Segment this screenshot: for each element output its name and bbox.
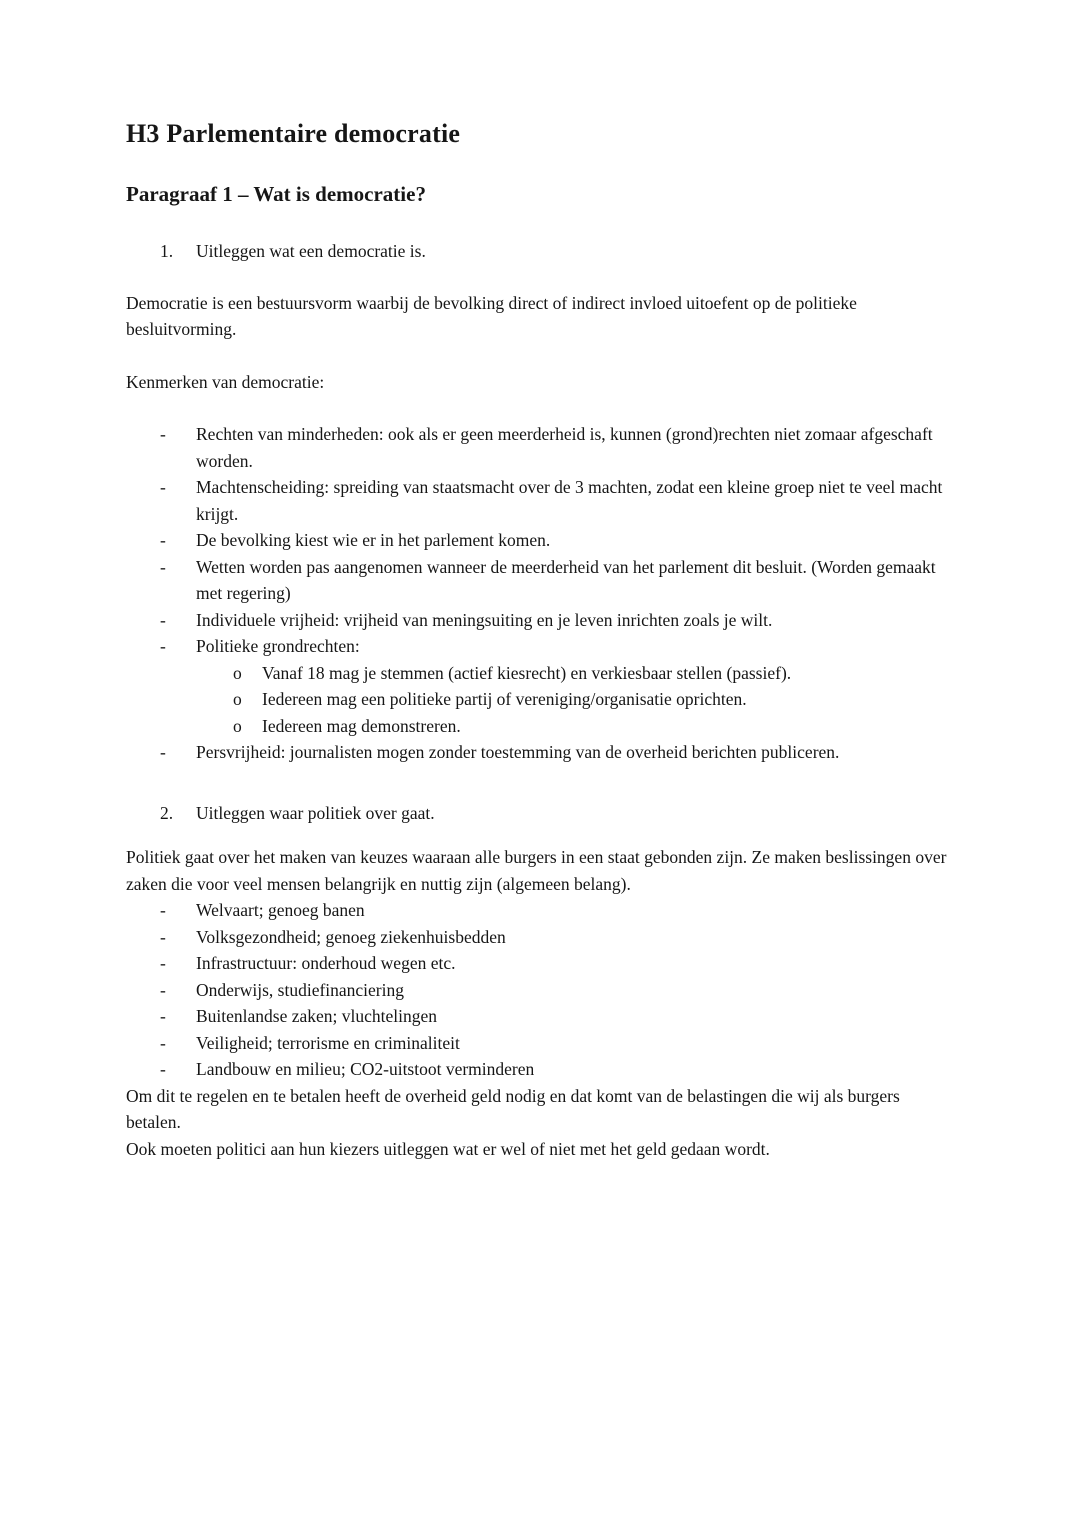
grondrechten-sublist — [126, 660, 956, 740]
list-item — [126, 1030, 956, 1057]
dash-bullet: - — [160, 1059, 166, 1079]
list-item — [126, 633, 956, 660]
circle-bullet: o — [233, 689, 242, 709]
circle-bullet: o — [233, 662, 242, 683]
dash-bullet: - — [160, 609, 166, 630]
list-item — [126, 950, 956, 977]
politiek-onderwerpen-list — [126, 897, 956, 1083]
list-item-text: Landbouw en milieu; CO2-uitstoot verminderen — [196, 1059, 535, 1079]
dash-bullet: - — [160, 900, 166, 920]
sublist-item — [126, 660, 956, 687]
list-item-text: Wetten worden pas aangenomen wanneer de meerderheid van het parlement dit besluit. (Worden gemaakt met regering) — [196, 556, 936, 603]
list-item — [126, 474, 956, 527]
sublist-item-text: Iedereen mag een politieke partij of vereniging/organisatie oprichten. — [262, 689, 747, 709]
list-item — [126, 924, 956, 951]
list-item — [126, 527, 956, 554]
dash-bullet: - — [160, 477, 166, 497]
list-item-text: Veiligheid; terrorisme en criminaliteit — [196, 1032, 460, 1053]
sublist-item — [126, 713, 956, 740]
list-item-text: Rechten van minderheden: ook als er geen meerderheid is, kunnen (grond)rechten niet zomaar afgeschaft worden. — [196, 424, 933, 471]
list-item-text: Volksgezondheid; genoeg ziekenhuisbedden — [196, 926, 506, 947]
section-heading: Paragraaf 1 – Wat is democratie? — [126, 182, 426, 206]
list-item-text: Machtenscheiding: spreiding van staatsmacht over de 3 machten, zodat een kleine groep niet te veel macht krijgt. — [196, 477, 943, 524]
sublist-item-text: Vanaf 18 mag je stemmen (actief kiesrecht) en verkiesbaar stellen (passief). — [262, 662, 792, 683]
paragraph-politiek-definitie: Politiek gaat over het maken van keuzes waaraan alle burgers in een staat gebonden zijn. Ze maken beslissingen over zaken die voor veel mensen belangrijk en nuttig zijn (algemeen belang). — [126, 847, 947, 894]
dash-bullet: - — [160, 530, 166, 550]
circle-bullet: o — [233, 715, 242, 736]
paragraph-belastingen: Om dit te regelen en te betalen heeft de overheid geld nodig en dat komt van de belastingen die wij als burgers betalen. — [126, 1085, 900, 1132]
sublist-item — [126, 686, 956, 713]
list-item-text: Welvaart; genoeg banen — [196, 900, 365, 920]
dash-bullet: - — [160, 424, 166, 444]
sublist-item-text: Iedereen mag demonstreren. — [262, 715, 461, 736]
objective-2-number: 2. — [160, 802, 174, 823]
list-item-text: Politieke grondrechten: — [196, 636, 360, 656]
objective-2-text: Uitleggen waar politiek over gaat. — [196, 802, 435, 823]
paragraph-politici: Ook moeten politici aan hun kiezers uitleggen wat er wel of niet met het geld gedaan wordt. — [126, 1138, 770, 1159]
dash-bullet: - — [160, 1032, 166, 1053]
learning-objective-1 — [126, 238, 956, 265]
list-item — [126, 1056, 956, 1083]
list-item — [126, 977, 956, 1004]
list-item-text: Individuele vrijheid: vrijheid van meningsuiting en je leven inrichten zoals je wilt. — [196, 609, 773, 630]
dash-bullet: - — [160, 979, 166, 1000]
list-item — [126, 421, 956, 474]
list-item — [126, 1003, 956, 1030]
list-item-text: De bevolking kiest wie er in het parlement komen. — [196, 530, 551, 550]
paragraph-democratie-definitie: Democratie is een bestuursvorm waarbij de bevolking direct of indirect invloed uitoefent op de politieke besluitvorming. — [126, 292, 857, 339]
page-title: H3 Parlementaire democratie — [126, 119, 461, 148]
dash-bullet: - — [160, 556, 166, 577]
dash-bullet: - — [160, 1006, 166, 1026]
list-item — [126, 897, 956, 924]
list-item-text: Infrastructuur: onderhoud wegen etc. — [196, 953, 456, 973]
list-item — [126, 607, 956, 634]
list-item — [126, 739, 956, 766]
dash-bullet: - — [160, 636, 166, 656]
list-item-text: Buitenlandse zaken; vluchtelingen — [196, 1006, 438, 1026]
list-item-text: Persvrijheid: journalisten mogen zonder toestemming van de overheid berichten publiceren. — [196, 742, 840, 762]
dash-bullet: - — [160, 953, 166, 973]
kenmerken-list — [126, 421, 956, 766]
dash-bullet: - — [160, 742, 166, 762]
objective-1-text: Uitleggen wat een democratie is. — [196, 241, 426, 261]
paragraph-kenmerken-intro: Kenmerken van democratie: — [126, 371, 325, 392]
list-item-text: Onderwijs, studiefinanciering — [196, 979, 405, 1000]
learning-objective-2 — [126, 800, 956, 827]
objective-1-number: 1. — [160, 241, 174, 261]
dash-bullet: - — [160, 926, 166, 947]
list-item — [126, 554, 956, 607]
